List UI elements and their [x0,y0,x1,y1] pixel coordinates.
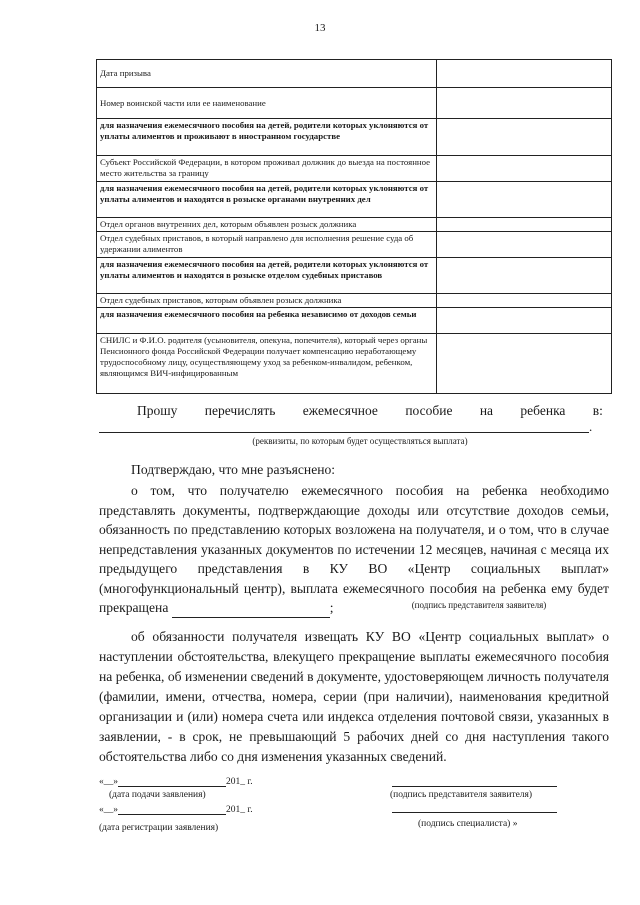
end-mark: ; [329,600,334,615]
request-word: перечислять [204,403,276,418]
request-line [137,403,603,419]
value-cell [437,258,612,294]
value-cell[interactable] [437,232,612,258]
value-cell[interactable] [437,60,612,88]
date-open: «__» [99,805,118,815]
payment-details-caption: (реквизиты, по которым будет осуществляться выплата) [252,436,468,446]
row-label: Номер воинской части или ее наименование [97,88,437,119]
value-cell [437,119,612,156]
year-text: 201_ г. [226,805,253,815]
year-text: 201_ г. [226,777,253,787]
section-heading: для назначения ежемесячного пособия на детей, родители которых уклоняются от уплаты алиментов и проживают в иностранном государстве [97,119,437,156]
row-label: Отдел судебных приставов, в который направлено для исполнения решение суда об удержании алиментов [97,232,437,258]
request-word: ребенка [520,403,566,418]
date-open: «__» [99,777,118,787]
submission-date-field[interactable] [118,776,226,787]
table-row [97,218,612,232]
table-row [97,334,612,394]
section-heading: для назначения ежемесячного пособия на детей, родители которых уклоняются от уплаты алиментов и находятся в розыске органами внутренних дел [97,182,437,218]
row-label: Отдел судебных приставов, которым объявлен розыск должника [97,294,437,308]
explanation-paragraph-2: об обязанности получателя извещать КУ ВО «Центр социальных выплат» о наступлении обстоятельства, влекущего прекращение выплаты ежемесячного пособия на ребенка, об изменении сведений в документе, удостоверяющем личность получателя (фамилии, имени, отчества, номера, серии (при наличии), наименования кредитной организации и (или) номера счета или индекса отделения почтовой связи, указанных в заявлении, - в срок, не превышающий 5 рабочих дней со дня наступления такого обстоятельства либо со дня изменения указанных сведений. [99,629,609,764]
table-row [97,156,612,182]
value-cell[interactable] [437,218,612,232]
table-row [97,258,612,294]
table-row [97,60,612,88]
table-row [97,182,612,218]
row-label: Дата призыва [97,60,437,88]
applicant-signature-field[interactable] [172,601,330,618]
submission-date-caption: (дата подачи заявления) [109,790,206,800]
table-row [97,88,612,119]
page-number: 13 [314,22,326,34]
applicant-signature-caption: (подпись представителя заявителя) [411,600,547,610]
row-label: Отдел органов внутренних дел, которым объявлен розыск должника [97,218,437,232]
row-label: СНИЛС и Ф.И.О. родителя (усыновителя, опекуна, попечителя), который через органы Пенсионного фонда Российской Федерации получает компенсацию неработающему трудоспособному лицу, осуществляющему уход за ребенком-инвалидом, ребенком, являющимся ВИЧ-инфицированным [97,334,437,394]
value-cell [437,308,612,334]
request-word: в: [592,403,603,418]
specialist-signature-caption: (подпись специалиста) » [418,819,518,829]
value-cell [437,182,612,218]
table-row [97,308,612,334]
table-row [97,232,612,258]
payment-details-field[interactable] [99,432,589,433]
applicant-final-signature-field[interactable] [392,786,557,787]
request-word: Прошу [137,403,178,418]
applicant-final-signature-caption: (подпись представителя заявителя) [390,790,533,800]
table-row [97,294,612,308]
table-row [97,119,612,156]
request-word: пособие [405,403,453,418]
end-mark: . [589,419,593,434]
value-cell[interactable] [437,156,612,182]
registration-date-field[interactable] [118,804,226,815]
request-word: на [479,403,494,418]
submission-date-line [99,776,253,787]
registration-date-caption: (дата регистрации заявления) [99,823,219,833]
section-heading: для назначения ежемесячного пособия на детей, родители которых уклоняются от уплаты алиментов и находятся в розыске отделом судебных приставов [97,258,437,294]
paragraph-text: о том, что получателю ежемесячного пособия на ребенка необходимо представлять документы, подтверждающие доходы или отсутствие доходов семьи, обязанность по представлению которых возложена на получателя, и о том, что в случае непредставления указанных документов по истечении 12 месяцев, начиная с месяца их предыдущего представления в КУ ВО «Центр социальных выплат» (многофункциональный центр), выплата ежемесячного пособия на ребенка ему будет прекращена [99,483,609,615]
value-cell[interactable] [437,334,612,394]
registration-date-line [99,804,253,815]
request-word: ежемесячное [302,403,378,418]
row-label: Субъект Российской Федерации, в котором проживал должник до выезда на постоянное место жительства за границу [97,156,437,182]
value-cell[interactable] [437,294,612,308]
confirm-heading: Подтверждаю, что мне разъяснено: [131,462,336,477]
form-table [96,59,612,394]
specialist-signature-field[interactable] [392,812,557,813]
explanation-paragraph-1 [99,481,609,618]
section-heading: для назначения ежемесячного пособия на ребенка независимо от доходов семьи [97,308,437,334]
value-cell[interactable] [437,88,612,119]
